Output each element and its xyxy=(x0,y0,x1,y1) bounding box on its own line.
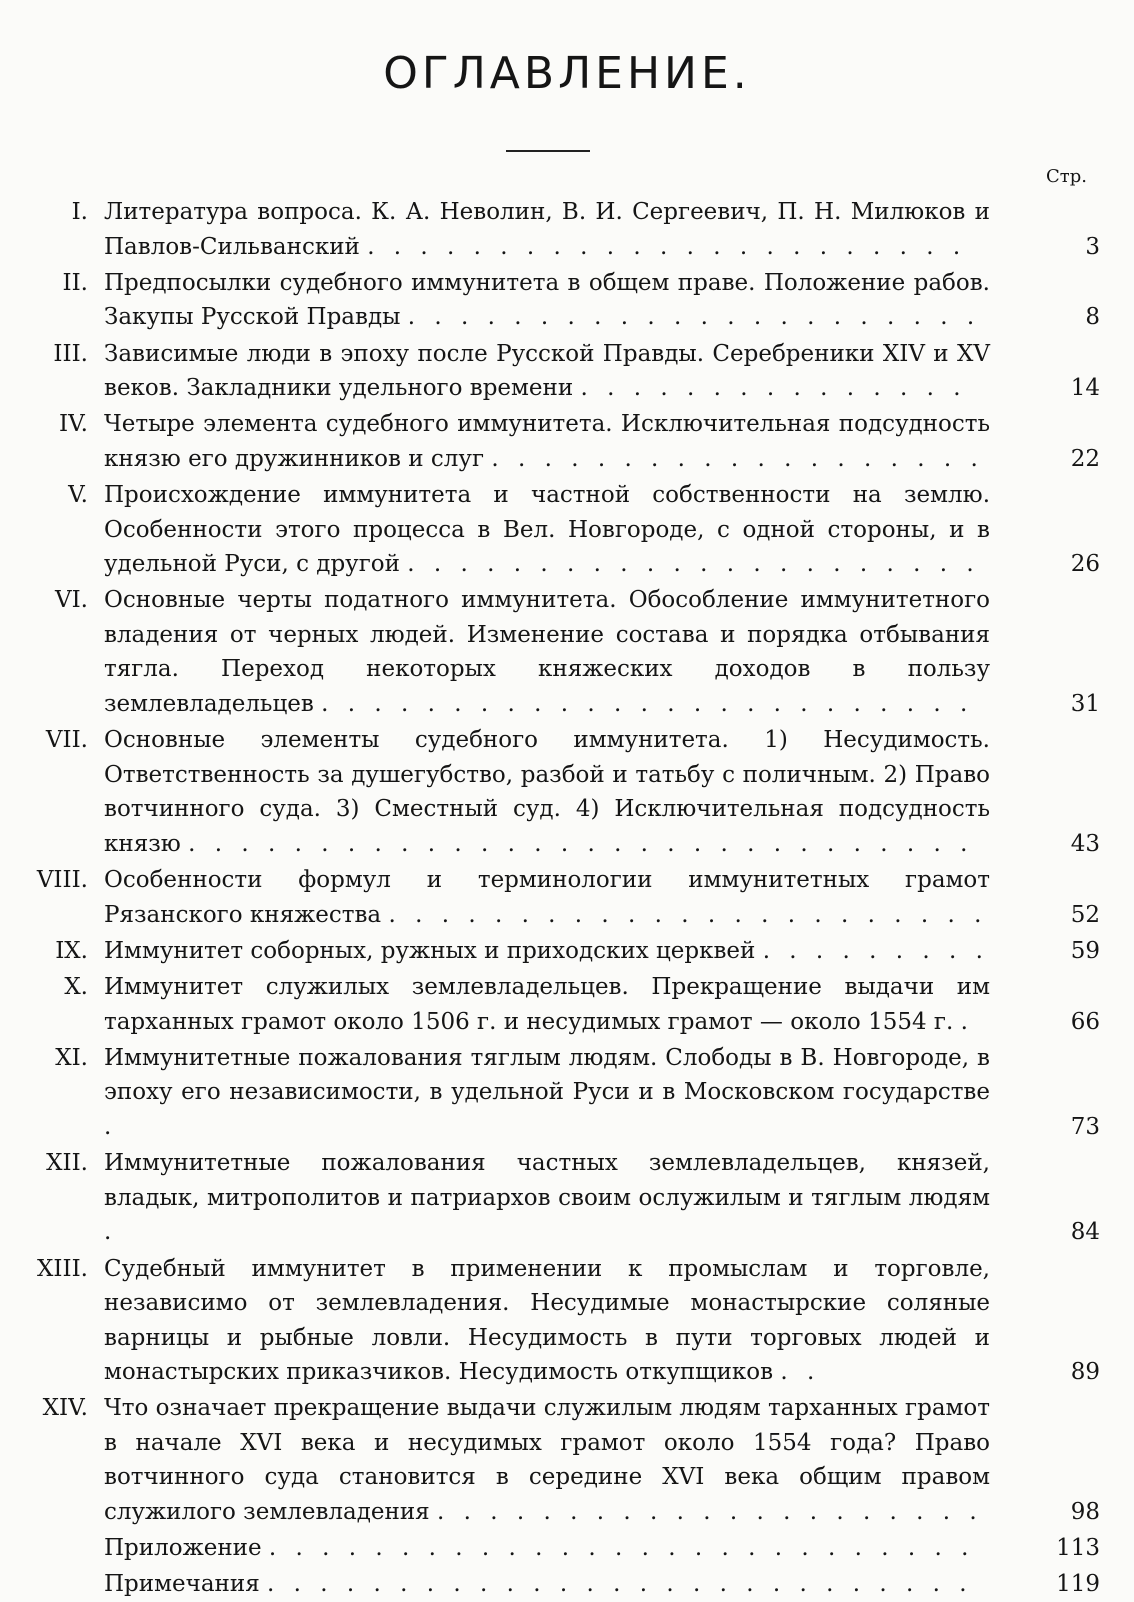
toc-entry: X. Иммунитет служилых землевладельцев. Прекращение выдачи им тарханных грамот около 1506 г. и несудимых грамот — около 1554 г. . 66 xyxy=(0,970,1134,1039)
chapter-number: XIV. xyxy=(42,1395,88,1422)
toc-entry: II. Предпосылки судебного иммунитета в общем праве. Положение рабов. Закупы Русской Правды . . . . . . . . . . . . . . . . . . . . . . 8 xyxy=(0,266,1134,335)
chapter-title: Основные элементы судебного иммунитета. 1) Несудимость. Ответственность за душегубство, разбой и татьбу с поличным. 2) Право вотчинного суда. 3) Сместный суд. 4) Исключительная подсудность князю xyxy=(104,727,990,857)
chapter-number: XIII. xyxy=(37,1255,88,1282)
chapter-title: Литература вопроса. К. А. Неволин, В. И. Сергеевич, П. Н. Милюков и Павлов-Сильванский xyxy=(104,199,990,260)
chapter-number: III. xyxy=(53,340,88,367)
chapter-title: Приложение xyxy=(104,1535,262,1562)
chapter-number: VI. xyxy=(54,587,88,614)
toc-entry: XII. Иммунитетные пожалования частных землевладельцев, князей, владык, митрополитов и патриархов своим ослужилым и тяглым людям . 84 xyxy=(0,1146,1134,1250)
toc-entry: XIV. Что означает прекращение выдачи служилым людям тарханных грамот в начале XVI века и несудимых грамот около 1554 года? Право вотчинного суда становится в середине XVI века общим правом служилого землевладения . . . . . . . . . . . . . . . . . . . . . 98 xyxy=(0,1391,1134,1529)
page-number: 26 xyxy=(1070,551,1100,578)
toc-entry: XI. Иммунитетные пожалования тяглым людям. Слободы в В. Новгороде, в эпоху его независимости, в удельной Руси и в Московском государстве . 73 xyxy=(0,1041,1134,1145)
page-number: 84 xyxy=(1070,1219,1100,1246)
chapter-number: I. xyxy=(71,199,88,225)
page-number: 113 xyxy=(1056,1535,1100,1562)
chapter-number: IX. xyxy=(55,937,88,964)
page-number: 22 xyxy=(1070,445,1100,472)
toc-entry: IX. Иммунитет соборных, ружных и приходских церквей . . . . . . . . . 59 xyxy=(0,934,1134,969)
toc-entry: I. Литература вопроса. К. А. Неволин, В. И. Сергеевич, П. Н. Милюков и Павлов-Сильванский . . . . . . . . . . . . . . . . . . . . . . . 3 xyxy=(0,195,1134,264)
chapter-number: XI. xyxy=(55,1044,88,1071)
chapter-title: Что означает прекращение выдачи служилым людям тарханных грамот в начале XVI века и несудимых грамот около 1554 года? Право вотчинного суда становится в середине XVI века общим правом служилого землевладения xyxy=(104,1395,990,1525)
chapter-title: Четыре элемента судебного иммунитета. Исключительная подсудность князю его дружинников и слуг xyxy=(104,411,990,472)
toc-entry: V. Происхождение иммунитета и частной собственности на землю. Особенности этого процесса в Вел. Новгороде, с одной стороны, и в удельной Руси, с другой . . . . . . . . . . . . . . . . . . . . . . 26 xyxy=(0,478,1134,582)
chapter-number: X. xyxy=(64,974,88,1001)
page-number: 73 xyxy=(1070,1113,1100,1140)
toc-entry: III. Зависимые люди в эпоху после Русской Правды. Серебреники XIV и XV веков. Закладники удельного времени . . . . . . . . . . . . . . . 14 xyxy=(0,337,1134,406)
page-number: 119 xyxy=(1056,1571,1100,1598)
page-number: 3 xyxy=(1085,233,1100,260)
chapter-number: II. xyxy=(62,269,88,296)
table-of-contents xyxy=(0,195,1134,1602)
chapter-title: Зависимые люди в эпоху после Русской Правды. Серебреники XIV и XV веков. Закладники удельного времени xyxy=(104,340,990,402)
chapter-number: IV. xyxy=(59,411,88,438)
toc-entry: Примечания . . . . . . . . . . . . . . . . . . . . . . . . . . . 119 xyxy=(0,1567,1134,1602)
chapter-title: Иммунитет соборных, ружных и приходских церквей xyxy=(104,937,756,964)
chapter-title: Примечания xyxy=(104,1571,260,1598)
chapter-title: Иммунитет служилых землевладельцев. Прекращение выдачи им тарханных грамот около 1506 г. и несудимых грамот — около 1554 г. xyxy=(104,974,990,1035)
chapter-number: VII. xyxy=(45,727,88,754)
page-number: 8 xyxy=(1085,304,1100,331)
page-number: 66 xyxy=(1070,1008,1100,1035)
toc-entry: VI. Основные черты податного иммунитета. Обособление иммунитетного владения от черных людей. Изменение состава и порядка отбывания тягла. Переход некоторых княжеских доходов в пользу землевладельцев . . . . . . . . . . . . . . . . . . . . . . . . . 31 xyxy=(0,583,1134,721)
page-number: 89 xyxy=(1070,1359,1100,1386)
chapter-title: Предпосылки судебного иммунитета в общем праве. Положение рабов. Закупы Русской Правды xyxy=(104,269,990,331)
toc-entry: VII. Основные элементы судебного иммунитета. 1) Несудимость. Ответственность за душегубство, разбой и татьбу с поличным. 2) Право вотчинного суда. 3) Сместный суд. 4) Исключительная подсудность князю . . . . . . . . . . . . . . . . . . . . . . . . . . . . . . 43 xyxy=(0,723,1134,861)
toc-entry: VIII. Особенности формул и терминологии иммунитетных грамот Рязанского княжества . . . . . . . . . . . . . . . . . . . . . . . 52 xyxy=(0,863,1134,932)
toc-entry: IV. Четыре элемента судебного иммунитета. Исключительная подсудность князю его дружинников и слуг . . . . . . . . . . . . . . . . . . . 22 xyxy=(0,407,1134,476)
chapter-title: Иммунитетные пожалования частных землевладельцев, князей, владык, митрополитов и патриархов своим ослужилым и тяглым людям xyxy=(104,1150,990,1211)
page-number: 98 xyxy=(1070,1498,1100,1525)
chapter-title: Иммунитетные пожалования тяглым людям. Слободы в В. Новгороде, в эпоху его независимости, в удельной Руси и в Московском государстве xyxy=(104,1044,990,1106)
chapter-title: Происхождение иммунитета и частной собственности на землю. Особенности этого процесса в Вел. Новгороде, с одной стороны, и в удельной Руси, с другой xyxy=(104,482,990,578)
chapter-number: V. xyxy=(68,482,88,509)
page-column-header: Стр. xyxy=(1046,166,1087,187)
chapter-title: Судебный иммунитет в применении к промыслам и торговле, независимо от землевладения. Несудимые монастырские соляные варницы и рыбные ловли. Несудимость в пути торговых людей и монастырских приказчиков. Несудимость откупщиков xyxy=(104,1255,990,1386)
page-number: 14 xyxy=(1070,375,1100,402)
toc-entry: XIII. Судебный иммунитет в применении к промыслам и торговле, независимо от землевладения. Несудимые монастырские соляные варницы и рыбные ловли. Несудимость в пути торговых людей и монастырских приказчиков. Несудимость откупщиков . . 89 xyxy=(0,1252,1134,1390)
chapter-title: Основные черты податного иммунитета. Обособление иммунитетного владения от черных людей. Изменение состава и порядка отбывания тягла. Переход некоторых княжеских доходов в пользу землевладельцев xyxy=(104,587,990,717)
toc-entry: Приложение . . . . . . . . . . . . . . . . . . . . . . . . . . . 113 xyxy=(0,1531,1134,1566)
chapter-number: XII. xyxy=(46,1150,88,1177)
chapter-title: Особенности формул и терминологии иммунитетных грамот Рязанского княжества xyxy=(104,867,990,928)
chapter-number: VIII. xyxy=(36,867,88,894)
title-rule xyxy=(506,150,590,152)
page-number: 59 xyxy=(1070,937,1100,964)
page-number: 31 xyxy=(1070,690,1100,717)
page-title: ОГЛАВЛЕНИЕ. xyxy=(383,48,751,99)
page-number: 43 xyxy=(1070,830,1100,857)
page-number: 52 xyxy=(1070,901,1100,928)
